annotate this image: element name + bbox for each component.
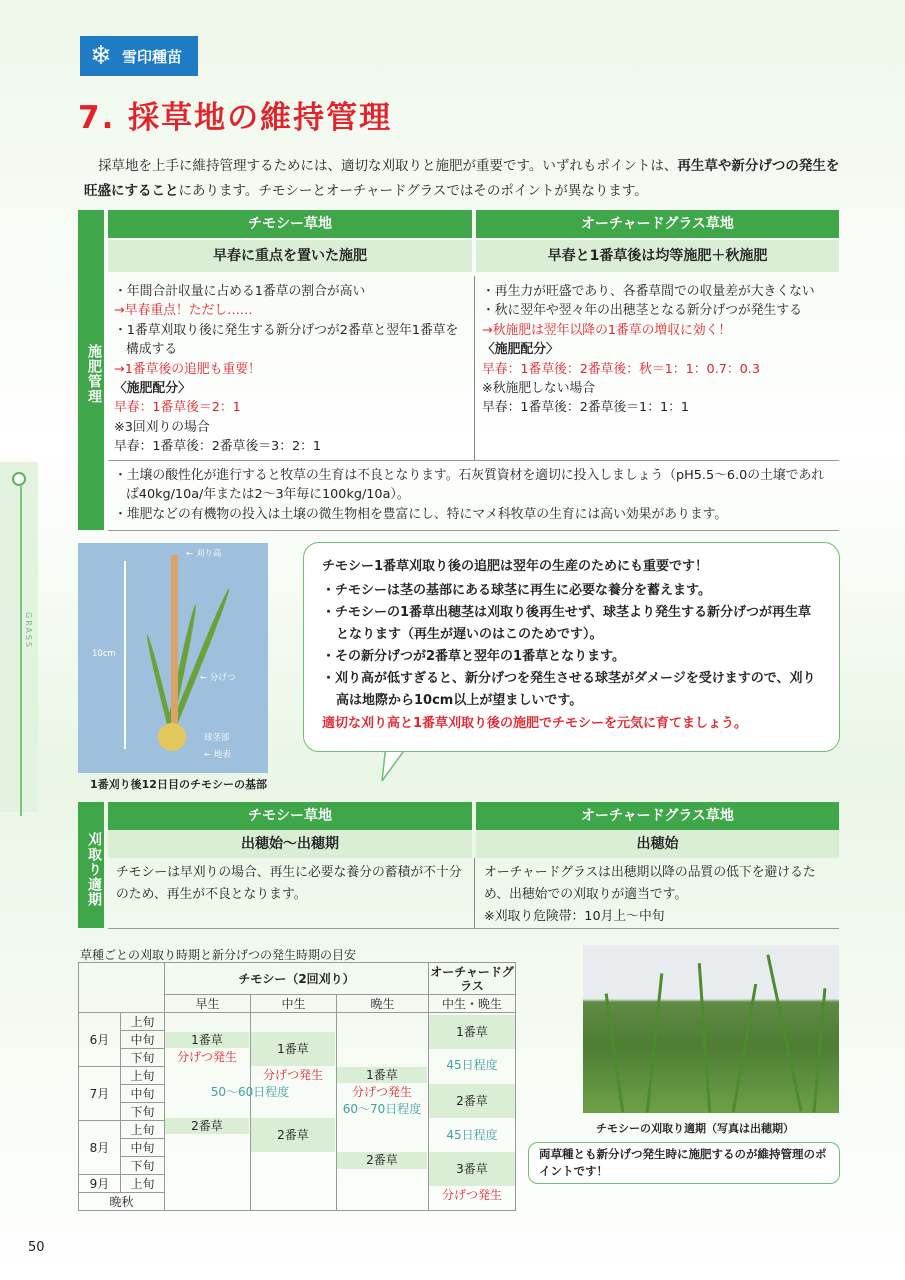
orchard-third-cut: 3番草 — [429, 1152, 515, 1186]
period: 下旬 — [121, 1103, 165, 1121]
maintenance-tip-bubble: 両草種とも新分げつ発生時に施肥するのが維持管理のポイントです！ — [528, 1142, 840, 1184]
label-corm: 球茎部 — [204, 733, 230, 743]
variety-early: 早生 — [165, 995, 251, 1013]
cutting-orchard-note: ※刈取り危険帯：10月上～中旬 — [484, 909, 665, 924]
corner-cell — [79, 963, 165, 1013]
fertilizer-orchard-body — [482, 282, 834, 418]
grass-blade — [646, 973, 664, 1113]
fertilizer-line: 早春：1番草後：2番草後＝1：1：1 — [482, 400, 690, 416]
photo2-caption: チモシーの刈取り適期（写真は出穂期） — [596, 1122, 794, 1135]
period: 上旬 — [121, 1121, 165, 1139]
cutting-orchard-head: オーチャードグラス草地 — [476, 802, 839, 830]
period: 中旬 — [121, 1139, 165, 1157]
cutting-orchard-body: オーチャードグラスは出穂期以降の品質の低下を避けるため、出穂始での刈取りが適当です。 — [484, 865, 816, 902]
fertilizer-orchard-sub: 早春と1番草後は均等施肥＋秋施肥 — [476, 240, 839, 272]
grass-blade — [698, 963, 711, 1113]
height-arrow — [124, 561, 126, 749]
fertilizer-line: ・年間合計収量に占める1番草の割合が高い — [114, 284, 366, 299]
side-marker — [12, 472, 26, 486]
fertilizer-line: ※3回刈りの場合 — [114, 419, 210, 435]
cutting-section-label: 刈取り適期 — [78, 802, 104, 928]
variety-orchard: 中生・晩生 — [429, 995, 516, 1013]
bubble-item: ・チモシーは茎の基部にある球茎に再生に必要な養分を蓄えます。 — [322, 583, 711, 598]
cutting-divider — [474, 858, 475, 928]
timothy-base-photo: ← 刈り高 10cm ← 分げつ 球茎部 ← 地表 — [78, 543, 268, 773]
orchard-second-cut: 2番草 — [429, 1084, 515, 1118]
common-note-1: ・土壌の酸性化が進行すると牧草の生育は不良となります。石灰質資材を適切に投入しましょう（pH5.5～6.0の土壌であれば40kg/10a/年または2～3年毎に100kg/10a）。 — [114, 468, 825, 503]
intro-bold: 再生草や新分げつの発生を旺盛にすること — [84, 158, 840, 199]
cutting-orchard-sub: 出穂始 — [476, 830, 839, 858]
mid-second-cut: 2番草 — [251, 1118, 335, 1152]
fertilizer-hline — [108, 460, 839, 461]
photo1-caption: 1番刈り後12日目のチモシーの基部 — [90, 778, 267, 791]
bubble-item: ・刈り高が低すぎると、新分げつを発生させる球茎がダメージを受けますので、刈り高は地際から10cm以上が望ましいです。 — [322, 671, 816, 708]
orchard-col-head: オーチャードグラス — [430, 964, 514, 993]
month-june: 6月 — [79, 1013, 121, 1067]
fertilizer-line: →1番草後の追肥も重要！ — [114, 361, 261, 377]
fertilizer-line: 早春：1番草後：2番草後：秋＝1：1：0.7：0.3 — [482, 361, 761, 377]
grass-blade — [813, 988, 827, 1113]
early-first-cut: 1番草 — [165, 1032, 249, 1048]
orchard-first-cut: 1番草 — [429, 1015, 515, 1049]
bubble-closing: 適切な刈り高と1番草刈取り後の施肥でチモシーを元気に育てましょう。 — [322, 716, 748, 731]
grass-blade — [605, 993, 625, 1112]
grass-blade — [732, 984, 758, 1113]
fertilizer-line: ・再生力が旺盛であり、各番草間での収量差が大きくない — [482, 284, 815, 299]
variety-late: 晩生 — [337, 995, 429, 1013]
label-height: 10cm — [92, 649, 116, 659]
schedule-title: 草種ごとの刈取り時期と新分げつの発生時期の目安 — [80, 948, 357, 962]
cutting-timothy-text: チモシーは早刈りの場合、再生に必要な養分の蓄積が不十分のため、再生が不良となります。 — [116, 865, 462, 902]
label-tiller: 分げつ — [209, 673, 236, 683]
late-first-cut: 1番草 — [337, 1067, 427, 1083]
month-august: 8月 — [79, 1121, 121, 1175]
fertilizer-timothy-body — [114, 282, 468, 457]
bubble-heading: チモシー1番草刈取り後の追肥は翌年の生産のためにも重要です！ — [322, 559, 709, 574]
label-cut-height: 刈り高 — [195, 549, 222, 559]
fertilizer-line: ・秋に翌年や翌々年の出穂茎となる新分げつが発生する — [482, 303, 802, 319]
cutting-bottom — [108, 928, 839, 929]
early-second-cut: 2番草 — [165, 1118, 249, 1134]
page-title: 7. 採草地の維持管理 — [78, 100, 393, 136]
cutting-timothy-head: チモシー草地 — [108, 802, 472, 830]
fertilizer-line: ・1番草刈取り後に発生する新分げつが2番草と翌年1番草を構成する — [114, 322, 459, 358]
fertilizer-common — [114, 466, 836, 524]
late-second-cut: 2番草 — [337, 1152, 427, 1169]
page-number: 50 — [28, 1240, 45, 1255]
corm — [158, 723, 186, 751]
orchard-tiller: 分げつ発生 — [441, 1188, 502, 1202]
intro-text-1: 採草地を上手に維持管理するためには、適切な刈取りと施肥が重要です。いずれもポイントは、 — [98, 158, 678, 174]
snowflake-icon: ❄ — [90, 41, 112, 71]
fertilizer-line: →早春重点！ただし…… — [114, 303, 253, 319]
label-ground: 地表 — [213, 750, 231, 760]
fertilizer-orchard-head: オーチャードグラス草地 — [476, 210, 839, 238]
intro-paragraph — [84, 154, 844, 204]
fertilizer-line: →秋施肥は翌年以降の1番草の増収に効く！ — [482, 322, 732, 338]
period: 上旬 — [121, 1067, 165, 1085]
late-autumn: 晩秋 — [79, 1193, 165, 1211]
company-logo — [80, 36, 198, 76]
intro-text-2: にあります。チモシーとオーチャードグラスではそのポイントが異なります。 — [178, 183, 648, 199]
side-line — [20, 486, 22, 816]
early-tiller: 分げつ発生 — [176, 1050, 237, 1064]
grass-blade — [766, 954, 802, 1111]
month-september: 9月 — [79, 1175, 121, 1193]
late-interval: 60～70日程度 — [342, 1102, 422, 1116]
variety-mid: 中生 — [251, 995, 337, 1013]
fertilizer-timothy-head: チモシー草地 — [108, 210, 472, 238]
timothy-tip-bubble — [303, 542, 840, 752]
orchard-interval-1: 45日程度 — [446, 1058, 498, 1072]
period: 中旬 — [121, 1085, 165, 1103]
period: 中旬 — [121, 1031, 165, 1049]
mid-tiller: 分げつ発生 — [262, 1068, 323, 1082]
fertilizer-line: 〈施肥配分〉 — [114, 381, 191, 397]
fertilizer-line: 〈施肥配分〉 — [482, 342, 559, 358]
fertilizer-timothy-sub: 早春に重点を置いた施肥 — [108, 240, 472, 272]
fertilizer-line: 早春：1番草後＝2：1 — [114, 400, 241, 416]
fertilizer-section-label: 施肥管理 — [78, 210, 104, 530]
cutting-orchard-text — [484, 862, 834, 928]
fertilizer-divider — [474, 276, 475, 460]
month-july: 7月 — [79, 1067, 121, 1121]
fertilizer-line: 早春：1番草後：2番草後＝3：2：1 — [114, 439, 322, 455]
timothy-col-head: チモシー（2回刈り） — [165, 963, 429, 995]
bubble-item: ・チモシーの1番草出穂茎は刈取り後再生せず、球茎より発生する新分げつが再生草となります（再生が遅いのはこのためです）。 — [322, 605, 812, 642]
period: 下旬 — [121, 1049, 165, 1067]
stem — [171, 555, 178, 740]
side-label: GRASS — [24, 612, 33, 650]
timothy-field-photo — [583, 945, 839, 1113]
orchard-interval-2: 45日程度 — [446, 1128, 498, 1142]
period: 下旬 — [121, 1157, 165, 1175]
cutting-timothy-sub: 出穂始～出穂期 — [108, 830, 472, 858]
fertilizer-bottom — [108, 530, 839, 531]
late-tiller: 分げつ発生 — [351, 1085, 412, 1099]
leaf — [170, 587, 232, 728]
early-interval: 50～60日程度 — [210, 1085, 290, 1099]
period: 上旬 — [121, 1175, 165, 1193]
period: 上旬 — [121, 1013, 165, 1031]
bubble-item: ・その新分げつが2番草と翌年の1番草となります。 — [322, 649, 626, 664]
mid-first-cut: 1番草 — [251, 1032, 335, 1066]
fertilizer-line: ※秋施肥しない場合 — [482, 381, 596, 397]
common-note-2: ・堆肥などの有機物の投入は土壌の微生物相を豊富にし、特にマメ科牧草の生育には高い効果があります。 — [114, 506, 728, 522]
logo-text: 雪印種苗 — [122, 47, 183, 66]
